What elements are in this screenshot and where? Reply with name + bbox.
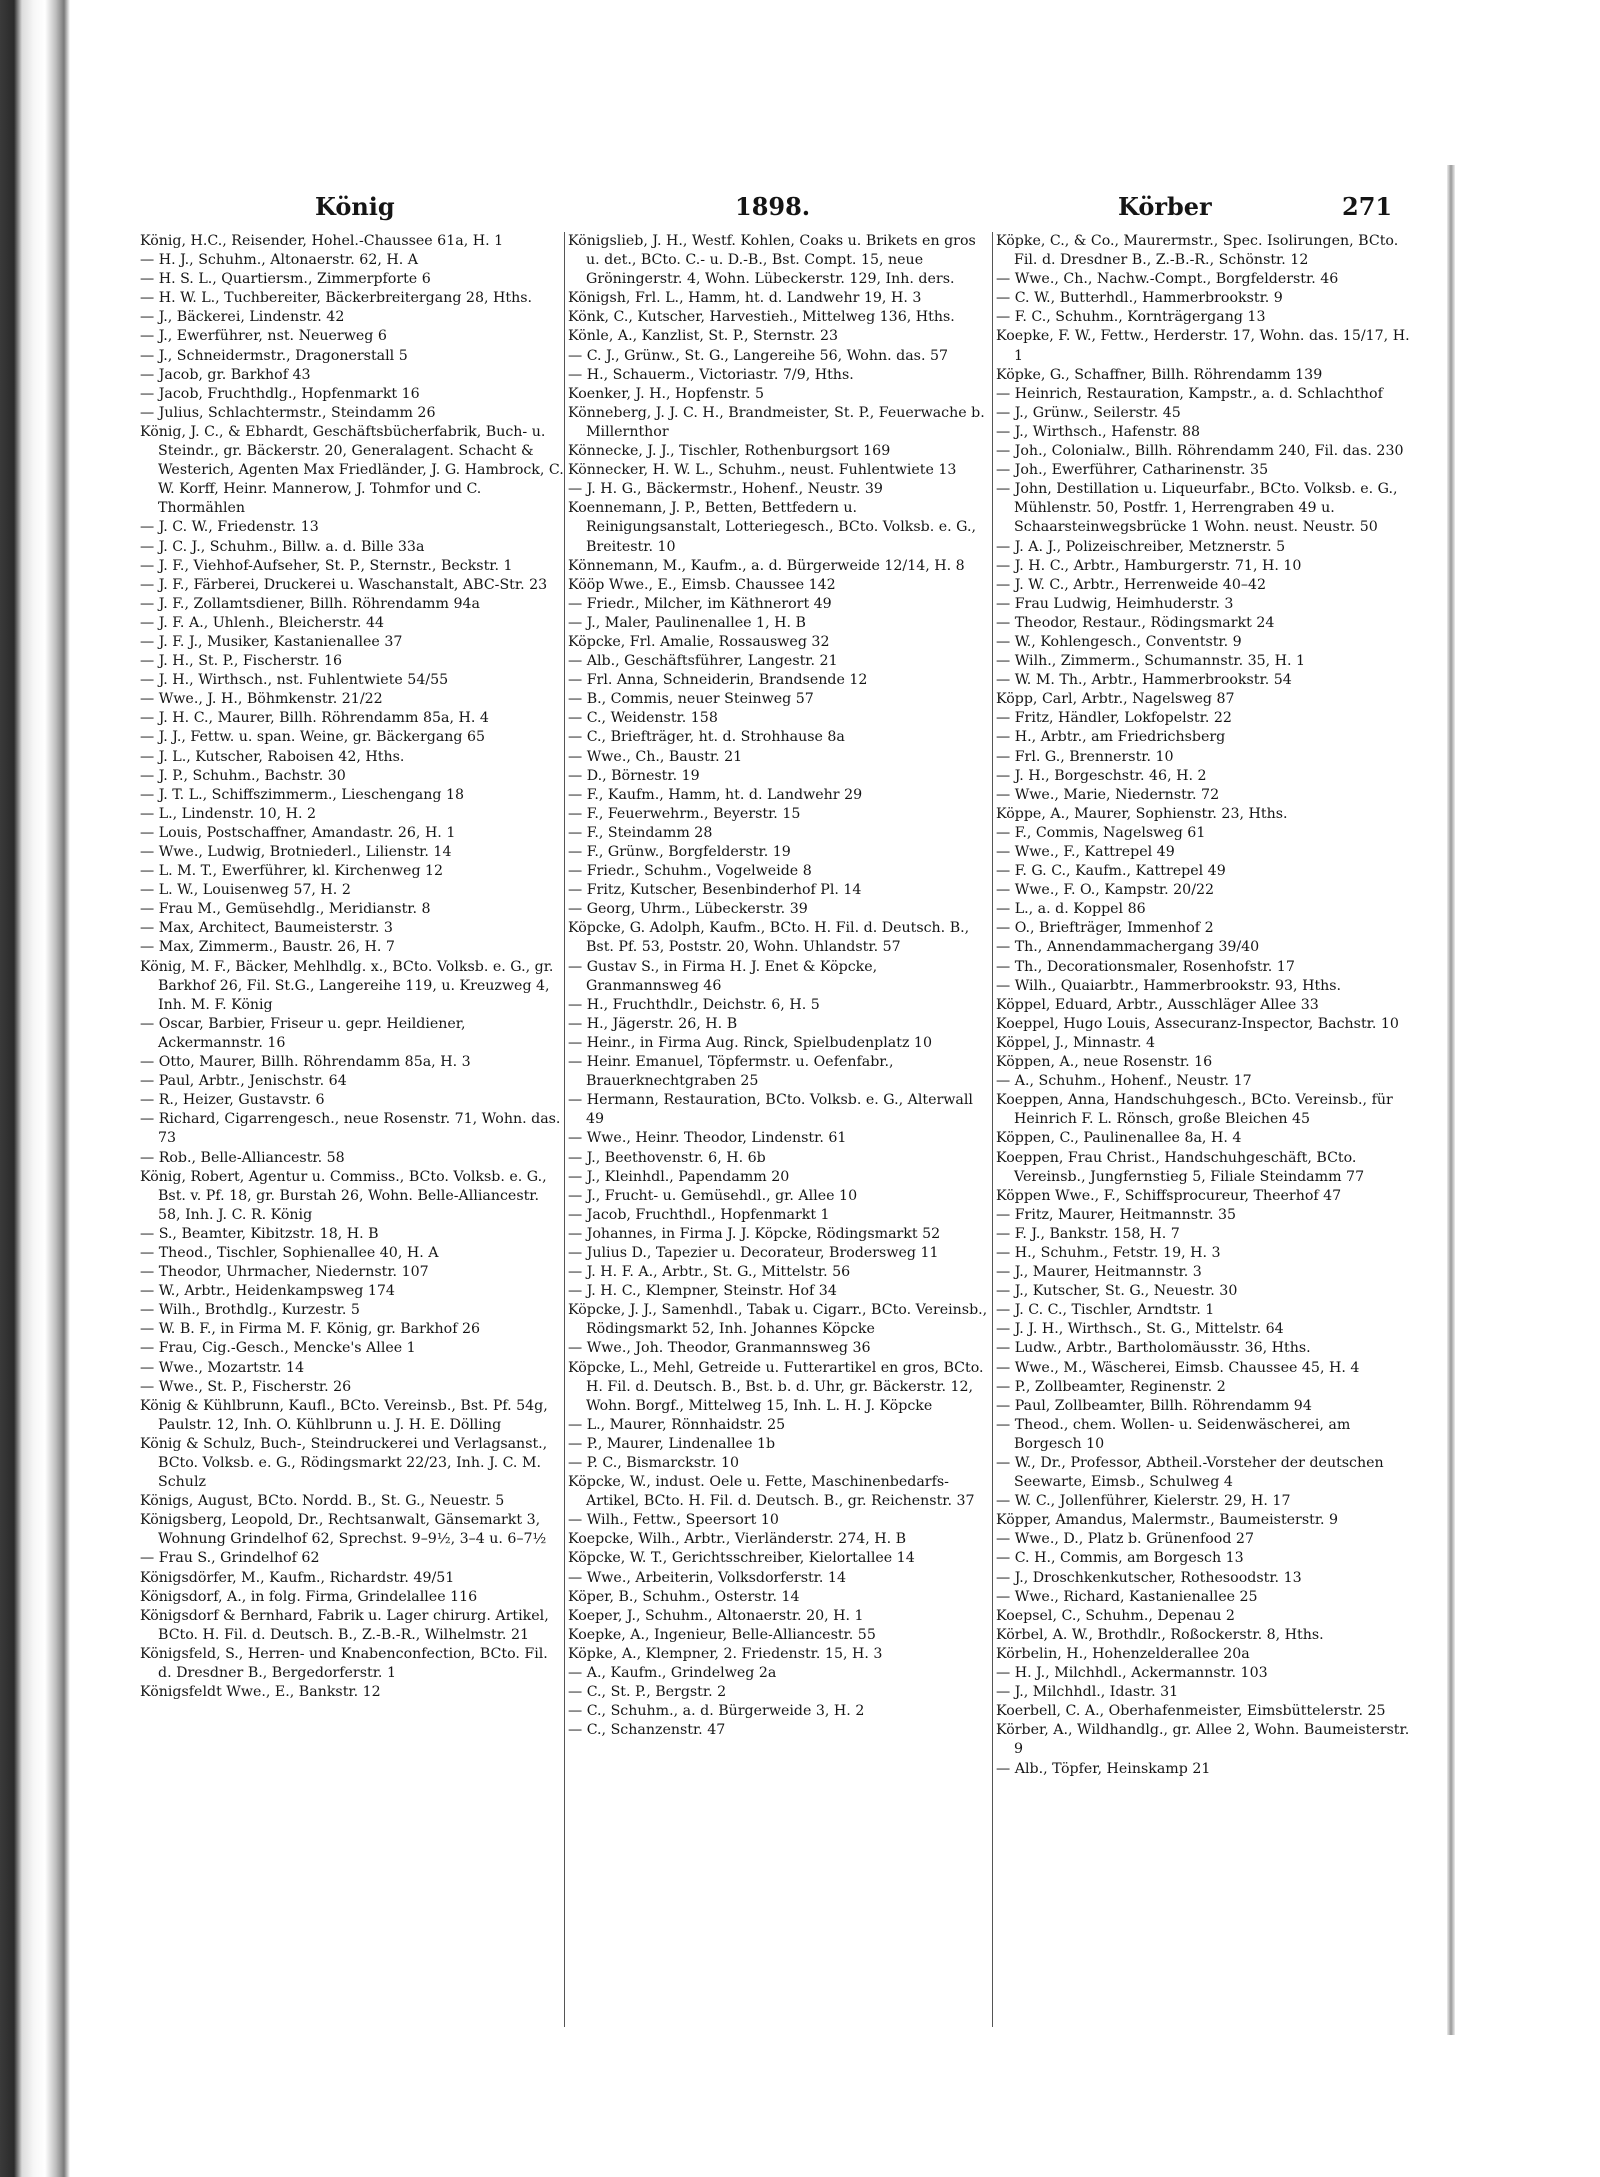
directory-entry: — F., Feuerwehrm., Beyerstr. 15 [568, 805, 801, 822]
directory-entry: — P. C., Bismarckstr. 10 [568, 1455, 740, 1471]
directory-entry: — R., Heizer, Gustavstr. 6 [140, 1092, 325, 1109]
directory-entry: — Th., Annendammachergang 39/40 [996, 939, 1260, 956]
directory-entry: Könle, A., Kanzlist, St. P., Sternstr. 23 [568, 328, 839, 345]
directory-entry: — L. M. T., Ewerführer, kl. Kirchenweg 12 [140, 863, 444, 880]
directory-entry: — J. F. J., Musiker, Kastanienallee 37 [140, 633, 403, 650]
directory-entry: Königsdorf & Bernhard, Fabrik u. Lager chirurg. Artikel, BCto. H. Fil. d. Deutsch. B., Z.-B.-R., Wilhelmstr. 21 [140, 1607, 549, 1643]
directory-entry: — J., Bäckerei, Lindenstr. 42 [140, 309, 345, 326]
directory-entry: — J. F., Zollamtsdiener, Billh. Röhrendamm 94a [140, 595, 480, 612]
directory-entry: — Frau S., Grindelhof 62 [140, 1550, 320, 1567]
directory-entry: — Wwe., Arbeiterin, Volksdorferstr. 14 [568, 1569, 846, 1586]
directory-entry: — H. J., Schuhm., Altonaerstr. 62, H. A [140, 252, 418, 269]
directory-entry: — Wwe., Marie, Niedernstr. 72 [996, 786, 1220, 803]
directory-entry: — W. M. Th., Arbtr., Hammerbrookstr. 54 [996, 672, 1292, 689]
directory-entry: — Joh., Ewerführer, Catharinenstr. 35 [996, 462, 1269, 479]
directory-entry: — Heinr. Emanuel, Töpfermstr. u. Oefenfabr., Brauerknechtgraben 25 [568, 1054, 894, 1090]
directory-entry: König & Schulz, Buch-, Steindruckerei und Verlagsanst., BCto. Volksb. e. G., Rödingsmarkt 22/23, Inh. J. C. M. Schulz [140, 1435, 548, 1491]
directory-entry: — Wwe., J. H., Böhmkenstr. 21/22 [140, 691, 383, 708]
header-year: 1898. [735, 192, 811, 221]
directory-entry: — J. H., St. P., Fischerstr. 16 [140, 653, 343, 670]
directory-entry: — J. H., Borgeschstr. 46, H. 2 [996, 767, 1207, 784]
directory-entry: — Wilh., Zimmerm., Schumannstr. 35, H. 1 [996, 653, 1306, 670]
directory-entry: — F. C., Schuhm., Kornträgergang 13 [996, 309, 1266, 326]
directory-entry: — L., a. d. Koppel 86 [996, 901, 1146, 918]
directory-entry: — C., Weidenstr. 158 [568, 710, 718, 727]
directory-entry: Koeppen, Anna, Handschuhgesch., BCto. Vereinsb., für Heinrich F. L. Rönsch, große Bleichen 45 [996, 1092, 1393, 1128]
directory-entry: — Paul, Arbtr., Jenischstr. 64 [140, 1073, 347, 1090]
directory-entry: — Louis, Postschaffner, Amandastr. 26, H. 1 [140, 824, 456, 841]
directory-entry: — C. H., Commis, am Borgesch 13 [996, 1550, 1244, 1567]
directory-entry: — Theod., chem. Wollen- u. Seidenwäscherei, am Borgesch 10 [996, 1416, 1351, 1452]
directory-entry: — Rob., Belle-Alliancestr. 58 [140, 1149, 345, 1166]
directory-entry: Köppen Wwe., F., Schiffsprocureur, Theerhof 47 [996, 1187, 1342, 1204]
directory-entry: — W., Kohlengesch., Conventstr. 9 [996, 633, 1242, 650]
directory-entry: — W., Arbtr., Heidenkampsweg 174 [140, 1283, 395, 1300]
directory-entry: — Fritz, Kutscher, Besenbinderhof Pl. 14 [568, 882, 862, 899]
directory-entry: — J., Beethovenstr. 6, H. 6b [568, 1149, 766, 1166]
directory-entry: Königsdörfer, M., Kaufm., Richardstr. 49/51 [140, 1569, 455, 1586]
directory-entry: — Wwe., Ch., Baustr. 21 [568, 748, 743, 765]
directory-entry: — L., Lindenstr. 10, H. 2 [140, 805, 317, 822]
directory-entry: — Richard, Cigarrengesch., neue Rosenstr. 71, Wohn. das. 73 [140, 1111, 561, 1147]
directory-entry: Königsfeld, S., Herren- und Knabenconfection, BCto. Fil. d. Dresdner B., Bergedorferstr. 1 [140, 1645, 548, 1682]
directory-entry: Körber, A., Wildhandlg., gr. Allee 2, Wohn. Baumeisterstr. 9 [996, 1722, 1410, 1758]
directory-entry: — Alb., Geschäftsführer, Langestr. 21 [568, 653, 838, 670]
directory-entry: — J., Milchhdl., Idastr. 31 [996, 1684, 1179, 1701]
directory-entry: — W. C., Jollenführer, Kielerstr. 29, H. 17 [996, 1493, 1291, 1510]
directory-entry: — P., Zollbeamter, Reginenstr. 2 [996, 1378, 1226, 1395]
directory-entry: Körbel, A. W., Brothdlr., Roßockerstr. 8, Hths. [996, 1626, 1324, 1643]
directory-entry: — J. J., Fettw. u. span. Weine, gr. Bäckergang 65 [140, 729, 486, 746]
directory-entry: — Joh., Colonialw., Billh. Röhrendamm 240, Fil. das. 230 [996, 443, 1404, 460]
directory-entry: — J., Kutscher, St. G., Neuestr. 30 [996, 1283, 1238, 1300]
directory-column-2 [568, 232, 992, 1740]
directory-entry: — Wwe., Ludwig, Brotniederl., Lilienstr. 14 [140, 844, 452, 860]
directory-entry: Köpke, A., Klempner, 2. Friedenstr. 15, H. 3 [568, 1645, 883, 1662]
header-last-name: Körber [1118, 192, 1212, 221]
directory-entry: Koerbell, C. A., Oberhafenmeister, Eimsbüttelerstr. 25 [996, 1703, 1386, 1720]
directory-entry: — Wwe., F., Kattrepel 49 [996, 844, 1175, 860]
directory-entry: — J. H. F. A., Arbtr., St. G., Mittelstr. 56 [568, 1264, 851, 1281]
directory-entry: Könnecker, H. W. L., Schuhm., neust. Fuhlentwiete 13 [568, 462, 957, 479]
directory-entry: — J. W. C., Arbtr., Herrenweide 40–42 [996, 576, 1266, 593]
page-number: 271 [1342, 192, 1393, 221]
directory-entry: — Th., Decorationsmaler, Rosenhofstr. 17 [996, 958, 1295, 975]
directory-entry: — H., Fruchthdlr., Deichstr. 6, H. 5 [568, 996, 820, 1013]
directory-entry: König, M. F., Bäcker, Mehlhdlg. x., BCto. Volksb. e. G., gr. Barkhof 26, Fil. St.G., Langereihe 119, u. Kreuzweg 4, Inh. M. F. König [140, 958, 554, 1013]
directory-entry: — Wilh., Quaiarbtr., Hammerbrookstr. 93, Hths. [996, 977, 1342, 994]
directory-entry: — Wwe., M., Wäscherei, Eimsb. Chaussee 45, H. 4 [996, 1359, 1360, 1376]
directory-entry: — D., Börnestr. 19 [568, 767, 700, 784]
directory-entry: — H., Arbtr., am Friedrichsberg [996, 729, 1226, 746]
directory-entry: — H., Schuhm., Fetstr. 19, H. 3 [996, 1244, 1221, 1261]
directory-entry: Koeppen, Frau Christ., Handschuhgeschäft, BCto. Vereinsb., Jungfernstieg 5, Filiale Steindamm 77 [996, 1149, 1365, 1185]
directory-entry: — John, Destillation u. Liqueurfabr., BCto. Volksb. e. G., Mühlenstr. 50, Postfr. 1, Herrengraben 49 u. Schaarsteinwegsbrücke 1 Wohn. neust. Neustr. 50 [996, 481, 1398, 536]
directory-entry: — F., Kaufm., Hamm, ht. d. Landwehr 29 [568, 786, 863, 803]
directory-entry: Köpcke, Frl. Amalie, Rossausweg 32 [568, 633, 830, 650]
directory-entry: — H., Schauerm., Victoriastr. 7/9, Hths. [568, 366, 854, 383]
directory-entry: — Wwe., Heinr. Theodor, Lindenstr. 61 [568, 1130, 847, 1147]
directory-entry: — Alb., Töpfer, Heinskamp 21 [996, 1760, 1211, 1777]
directory-entry: — Frau M., Gemüsehdlg., Meridianstr. 8 [140, 901, 431, 918]
directory-entry: — F. G. C., Kaufm., Kattrepel 49 [996, 863, 1226, 880]
directory-entry: — Jacob, Fruchthdl., Hopfenmarkt 1 [568, 1206, 830, 1223]
directory-entry: — Wwe., Joh. Theodor, Granmannsweg 36 [568, 1340, 871, 1357]
directory-entry: Koepke, F. W., Fettw., Herderstr. 17, Wohn. das. 15/17, H. 1 [996, 328, 1410, 364]
directory-column-3 [996, 232, 1420, 1779]
directory-entry: — Theod., Tischler, Sophienallee 40, H. A [140, 1244, 439, 1261]
directory-entry: Köpke, C., & Co., Maurermstr., Spec. Isolirungen, BCto. Fil. d. Dresdner B., Z.-B.-R., Schönstr. 12 [996, 233, 1399, 269]
directory-entry: Köpcke, L., Mehl, Getreide u. Futterartikel en gros, BCto. H. Fil. d. Deutsch. B., Bst. b. d. Uhr, gr. Bäckerstr. 12, Wohn. Borgf., Mittelweg 15, Inh. L. H. J. Köpcke [568, 1359, 984, 1414]
directory-entry: — Wwe., F. O., Kampstr. 20/22 [996, 882, 1215, 899]
directory-entry: Köppe, A., Maurer, Sophienstr. 23, Hths. [996, 805, 1288, 822]
directory-entry: — Fritz, Händler, Lokfopelstr. 22 [996, 710, 1232, 727]
directory-entry: — Gustav S., in Firma H. J. Enet & Köpcke, Granmannsweg 46 [568, 958, 878, 994]
directory-entry: Köpcke, W. T., Gerichtsschreiber, Kielortallee 14 [568, 1550, 915, 1567]
directory-entry: — Jacob, gr. Barkhof 43 [140, 366, 311, 383]
directory-entry: — Heinr., in Firma Aug. Rinck, Spielbudenplatz 10 [568, 1034, 932, 1051]
running-header [140, 190, 1430, 226]
directory-entry: — J. H., Wirthsch., nst. Fuhlentwiete 54/55 [140, 672, 449, 689]
directory-entry: — C., Briefträger, ht. d. Strohhause 8a [568, 729, 845, 746]
directory-entry: — J., Wirthsch., Hafenstr. 88 [996, 423, 1201, 440]
directory-entry: Köpper, Amandus, Malermstr., Baumeisterstr. 9 [996, 1512, 1339, 1529]
directory-entry: — J. C. C., Tischler, Arndtstr. 1 [996, 1302, 1215, 1319]
directory-entry: — J., Grünw., Seilerstr. 45 [996, 404, 1181, 421]
directory-entry: — A., Schuhm., Hohenf., Neustr. 17 [996, 1073, 1252, 1090]
directory-entry: Königsdorf, A., in folg. Firma, Grindelallee 116 [140, 1588, 478, 1605]
directory-entry: — W. B. F., in Firma M. F. König, gr. Barkhof 26 [140, 1321, 481, 1338]
directory-entry: — Oscar, Barbier, Friseur u. gepr. Heildiener, Ackermannstr. 16 [140, 1015, 466, 1051]
header-first-name: König [315, 192, 395, 221]
directory-entry: — J. H. C., Arbtr., Hamburgerstr. 71, H. 10 [996, 557, 1302, 574]
directory-entry: Königsh, Frl. L., Hamm, ht. d. Landwehr 19, H. 3 [568, 290, 922, 307]
directory-entry: — J. J. H., Wirthsch., St. G., Mittelstr. 64 [996, 1321, 1284, 1338]
directory-entry: Könk, C., Kutscher, Harvestieh., Mittelweg 136, Hths. [568, 309, 955, 326]
directory-entry: — Wwe., D., Platz b. Grünenfood 27 [996, 1531, 1254, 1548]
directory-column-1 [140, 232, 564, 1702]
directory-entry: — Johannes, in Firma J. J. Köpcke, Rödingsmarkt 52 [568, 1225, 941, 1242]
directory-entry: — J. C. W., Friedenstr. 13 [140, 519, 319, 536]
column-divider [992, 232, 993, 2027]
directory-entry: Koepsel, C., Schuhm., Depenau 2 [996, 1607, 1235, 1624]
directory-entry: Koeper, J., Schuhm., Altonaerstr. 20, H. 1 [568, 1607, 864, 1624]
directory-entry: Köpcke, J. J., Samenhdl., Tabak u. Cigarr., BCto. Vereinsb., Rödingsmarkt 52, Inh. Johannes Köpcke [568, 1302, 988, 1338]
directory-entry: — Julius, Schlachtermstr., Steindamm 26 [140, 404, 436, 421]
directory-entry: — J. L., Kutscher, Raboisen 42, Hths. [140, 748, 405, 765]
directory-entry: König, J. C., & Ebhardt, Geschäftsbücherfabrik, Buch- u. Steindr., gr. Bäckerstr. 20, Generalagent. Schacht & Westerich, Agenten Max Friedländer, J. G. Hambrock, C. W. Korff, Heinr. Mannerow, J. Tohmfor und C. Thormählen [140, 423, 564, 517]
directory-entry: Köppel, J., Minnastr. 4 [996, 1034, 1156, 1051]
directory-entry: — J., Schneidermstr., Dragonerstall 5 [140, 347, 408, 364]
directory-entry: Könnemann, M., Kaufm., a. d. Bürgerweide 12/14, H. 8 [568, 557, 965, 574]
column-divider [564, 232, 565, 2027]
directory-entry: König & Kühlbrunn, Kaufl., BCto. Vereinsb., Bst. Pf. 54g, Paulstr. 12, Inh. O. Kühlbrunn u. J. H. E. Dölling [140, 1397, 548, 1433]
directory-entry: Kööp Wwe., E., Eimsb. Chaussee 142 [568, 576, 836, 593]
directory-entry: — W., Dr., Professor, Abtheil.-Vorsteher der deutschen Seewarte, Eimsb., Schulweg 4 [996, 1455, 1384, 1491]
directory-entry: — C., Schanzenstr. 47 [568, 1722, 726, 1739]
directory-entry: — Theodor, Uhrmacher, Niedernstr. 107 [140, 1264, 429, 1281]
directory-entry: König, H.C., Reisender, Hohel.-Chaussee 61a, H. 1 [140, 233, 504, 249]
directory-entry: — Max, Zimmerm., Baustr. 26, H. 7 [140, 939, 395, 956]
directory-entry: — J. T. L., Schiffszimmerm., Lieschengang 18 [140, 786, 465, 803]
directory-entry: — J., Maurer, Heitmannstr. 3 [996, 1264, 1202, 1281]
directory-entry: — C. W., Butterhdl., Hammerbrookstr. 9 [996, 290, 1283, 307]
directory-entry: — Frl. Anna, Schneiderin, Brandsende 12 [568, 672, 868, 689]
directory-entry: — Heinrich, Restauration, Kampstr., a. d. Schlachthof [996, 385, 1383, 402]
directory-entry: Königs, August, BCto. Nordd. B., St. G., Neuestr. 5 [140, 1493, 505, 1510]
directory-entry: — Georg, Uhrm., Lübeckerstr. 39 [568, 901, 808, 918]
directory-entry: Körbelin, H., Hohenzelderallee 20a [996, 1645, 1250, 1662]
directory-entry: — J., Ewerführer, nst. Neuerweg 6 [140, 328, 387, 345]
directory-entry: Könnecke, J. J., Tischler, Rothenburgsort 169 [568, 443, 891, 460]
book-binding-edge [0, 0, 70, 2177]
directory-entry: — Wwe., Mozartstr. 14 [140, 1359, 305, 1376]
directory-entry: — J. F. A., Uhlenh., Bleicherstr. 44 [140, 614, 384, 631]
page-edge-shadow [1447, 165, 1455, 2035]
directory-entry: — Frau Ludwig, Heimhuderstr. 3 [996, 595, 1234, 612]
directory-entry: Koenker, J. H., Hopfenstr. 5 [568, 385, 765, 402]
directory-entry: Königsfeldt Wwe., E., Bankstr. 12 [140, 1684, 381, 1701]
directory-entry: — Wilh., Brothdlg., Kurzestr. 5 [140, 1302, 360, 1319]
directory-entry: — Fritz, Maurer, Heitmannstr. 35 [996, 1206, 1237, 1223]
directory-entry: Königslieb, J. H., Westf. Kohlen, Coaks u. Brikets en gros u. det., BCto. C.- u. D.-B., Bst. Compt. 15, neue Gröningerstr. 4, Wohn. Lübeckerstr. 129, Inh. ders. [568, 233, 976, 288]
directory-entry: — Frl. G., Brennerstr. 10 [996, 748, 1174, 765]
directory-entry: — Julius D., Tapezier u. Decorateur, Brodersweg 11 [568, 1244, 939, 1261]
directory-entry: — Otto, Maurer, Billh. Röhrendamm 85a, H. 3 [140, 1054, 471, 1071]
directory-entry: — L., Maurer, Rönnhaidstr. 25 [568, 1416, 786, 1433]
directory-entry: — Friedr., Milcher, im Käthnerort 49 [568, 595, 832, 612]
directory-entry: — J., Frucht- u. Gemüsehdl., gr. Allee 10 [568, 1187, 858, 1204]
directory-entry: Königsberg, Leopold, Dr., Rechtsanwalt, Gänsemarkt 3, Wohnung Grindelhof 62, Sprechst. 9–9½, 3–4 u. 6–7½ [140, 1512, 547, 1548]
directory-entry: — C., Schuhm., a. d. Bürgerweide 3, H. 2 [568, 1703, 865, 1720]
directory-entry: — J., Kleinhdl., Papendamm 20 [568, 1168, 790, 1185]
directory-entry: — Hermann, Restauration, BCto. Volksb. e. G., Alterwall 49 [568, 1092, 973, 1128]
directory-entry: — J. C. J., Schuhm., Billw. a. d. Bille 33a [140, 538, 425, 555]
directory-entry: Könneberg, J. J. C. H., Brandmeister, St. P., Feuerwache b. Millernthor [568, 404, 985, 440]
directory-entry: Köppen, C., Paulinenallee 8a, H. 4 [996, 1130, 1242, 1147]
directory-entry: — H. J., Milchhdl., Ackermannstr. 103 [996, 1665, 1268, 1682]
directory-entry: — J. H. C., Klempner, Steinstr. Hof 34 [568, 1283, 837, 1300]
directory-entry: — F., Steindamm 28 [568, 824, 713, 841]
directory-entry: — Wwe., Richard, Kastanienallee 25 [996, 1588, 1258, 1605]
directory-entry: — C. J., Grünw., St. G., Langereihe 56, Wohn. das. 57 [568, 347, 949, 364]
directory-entry: Köpcke, W., indust. Oele u. Fette, Maschinenbedarfs-Artikel, BCto. H. Fil. d. Deutsch. B., gr. Reichenstr. 37 [568, 1474, 975, 1510]
directory-entry: — C., St. P., Bergstr. 2 [568, 1684, 727, 1701]
directory-entry: — F. J., Bankstr. 158, H. 7 [996, 1225, 1180, 1242]
directory-entry: — Wwe., St. P., Fischerstr. 26 [140, 1378, 352, 1395]
directory-entry: Koepke, A., Ingenieur, Belle-Alliancestr. 55 [568, 1626, 876, 1643]
directory-entry: Koepcke, Wilh., Arbtr., Vierländerstr. 274, H. B [568, 1531, 907, 1548]
directory-entry: — Wilh., Fettw., Speersort 10 [568, 1512, 779, 1529]
directory-entry: — H., Jägerstr. 26, H. B [568, 1015, 738, 1032]
directory-entry: — Theodor, Restaur., Rödingsmarkt 24 [996, 614, 1275, 631]
directory-entry: — Wwe., Ch., Nachw.-Compt., Borgfelderstr. 46 [996, 271, 1339, 288]
directory-entry: Köpke, G., Schaffner, Billh. Röhrendamm 139 [996, 366, 1323, 383]
directory-entry: — J., Maler, Paulinenallee 1, H. B [568, 614, 806, 631]
directory-entry: König, Robert, Agentur u. Commiss., BCto. Volksb. e. G., Bst. v. Pf. 18, gr. Burstah 26, Wohn. Belle-Alliancestr. 58, Inh. J. C. R. König [140, 1168, 547, 1223]
directory-entry: Köper, B., Schuhm., Osterstr. 14 [568, 1588, 800, 1605]
directory-entry: — L. W., Louisenweg 57, H. 2 [140, 882, 351, 899]
directory-entry: Köpp, Carl, Arbtr., Nagelsweg 87 [996, 691, 1235, 708]
directory-entry: — O., Briefträger, Immenhof 2 [996, 920, 1214, 937]
directory-entry: Koennemann, J. P., Betten, Bettfedern u. Reinigungsanstalt, Lotteriegesch., BCto. Volksb. e. G., Breitestr. 10 [568, 500, 976, 555]
directory-entry: Köppel, Eduard, Arbtr., Ausschläger Allee 33 [996, 996, 1319, 1013]
directory-entry: — F., Grünw., Borgfelderstr. 19 [568, 844, 791, 860]
directory-entry: — Paul, Zollbeamter, Billh. Röhrendamm 94 [996, 1397, 1312, 1414]
directory-entry: — P., Maurer, Lindenallee 1b [568, 1435, 776, 1452]
directory-entry: — J., Droschkenkutscher, Rothesoodstr. 13 [996, 1569, 1302, 1586]
directory-entry: — Friedr., Schuhm., Vogelweide 8 [568, 863, 812, 880]
directory-entry: — B., Commis, neuer Steinweg 57 [568, 691, 814, 708]
directory-entry: — S., Beamter, Kibitzstr. 18, H. B [140, 1225, 379, 1242]
directory-entry: — A., Kaufm., Grindelweg 2a [568, 1665, 777, 1682]
directory-entry: — H. S. L., Quartiersm., Zimmerpforte 6 [140, 271, 431, 288]
directory-entry: — J. P., Schuhm., Bachstr. 30 [140, 767, 346, 784]
directory-entry: — J. A. J., Polizeischreiber, Metznerstr. 5 [996, 538, 1286, 555]
directory-page [140, 190, 1430, 2060]
directory-entry: Koeppel, Hugo Louis, Assecuranz-Inspector, Bachstr. 10 [996, 1015, 1399, 1032]
directory-entry: — Max, Architect, Baumeisterstr. 3 [140, 920, 393, 937]
directory-entry: Köppen, A., neue Rosenstr. 16 [996, 1054, 1213, 1071]
directory-entry: — H. W. L., Tuchbereiter, Bäckerbreitergang 28, Hths. [140, 290, 533, 307]
directory-entry: Köpcke, G. Adolph, Kaufm., BCto. H. Fil. d. Deutsch. B., Bst. Pf. 53, Poststr. 20, Wohn. Uhlandstr. 57 [568, 920, 970, 956]
directory-entry: — J. F., Viehhof-Aufseher, St. P., Sternstr., Beckstr. 1 [140, 557, 513, 574]
directory-entry: — F., Commis, Nagelsweg 61 [996, 824, 1206, 841]
directory-entry: — Ludw., Arbtr., Bartholomäusstr. 36, Hths. [996, 1340, 1311, 1357]
directory-entry: — J. H. C., Maurer, Billh. Röhrendamm 85a, H. 4 [140, 710, 489, 727]
directory-entry: — J. H. G., Bäckermstr., Hohenf., Neustr. 39 [568, 481, 883, 498]
directory-entry: — Jacob, Fruchthdlg., Hopfenmarkt 16 [140, 385, 420, 402]
directory-entry: — Frau, Cig.-Gesch., Mencke's Allee 1 [140, 1340, 416, 1357]
directory-entry: — J. F., Färberei, Druckerei u. Waschanstalt, ABC-Str. 23 [140, 576, 548, 593]
